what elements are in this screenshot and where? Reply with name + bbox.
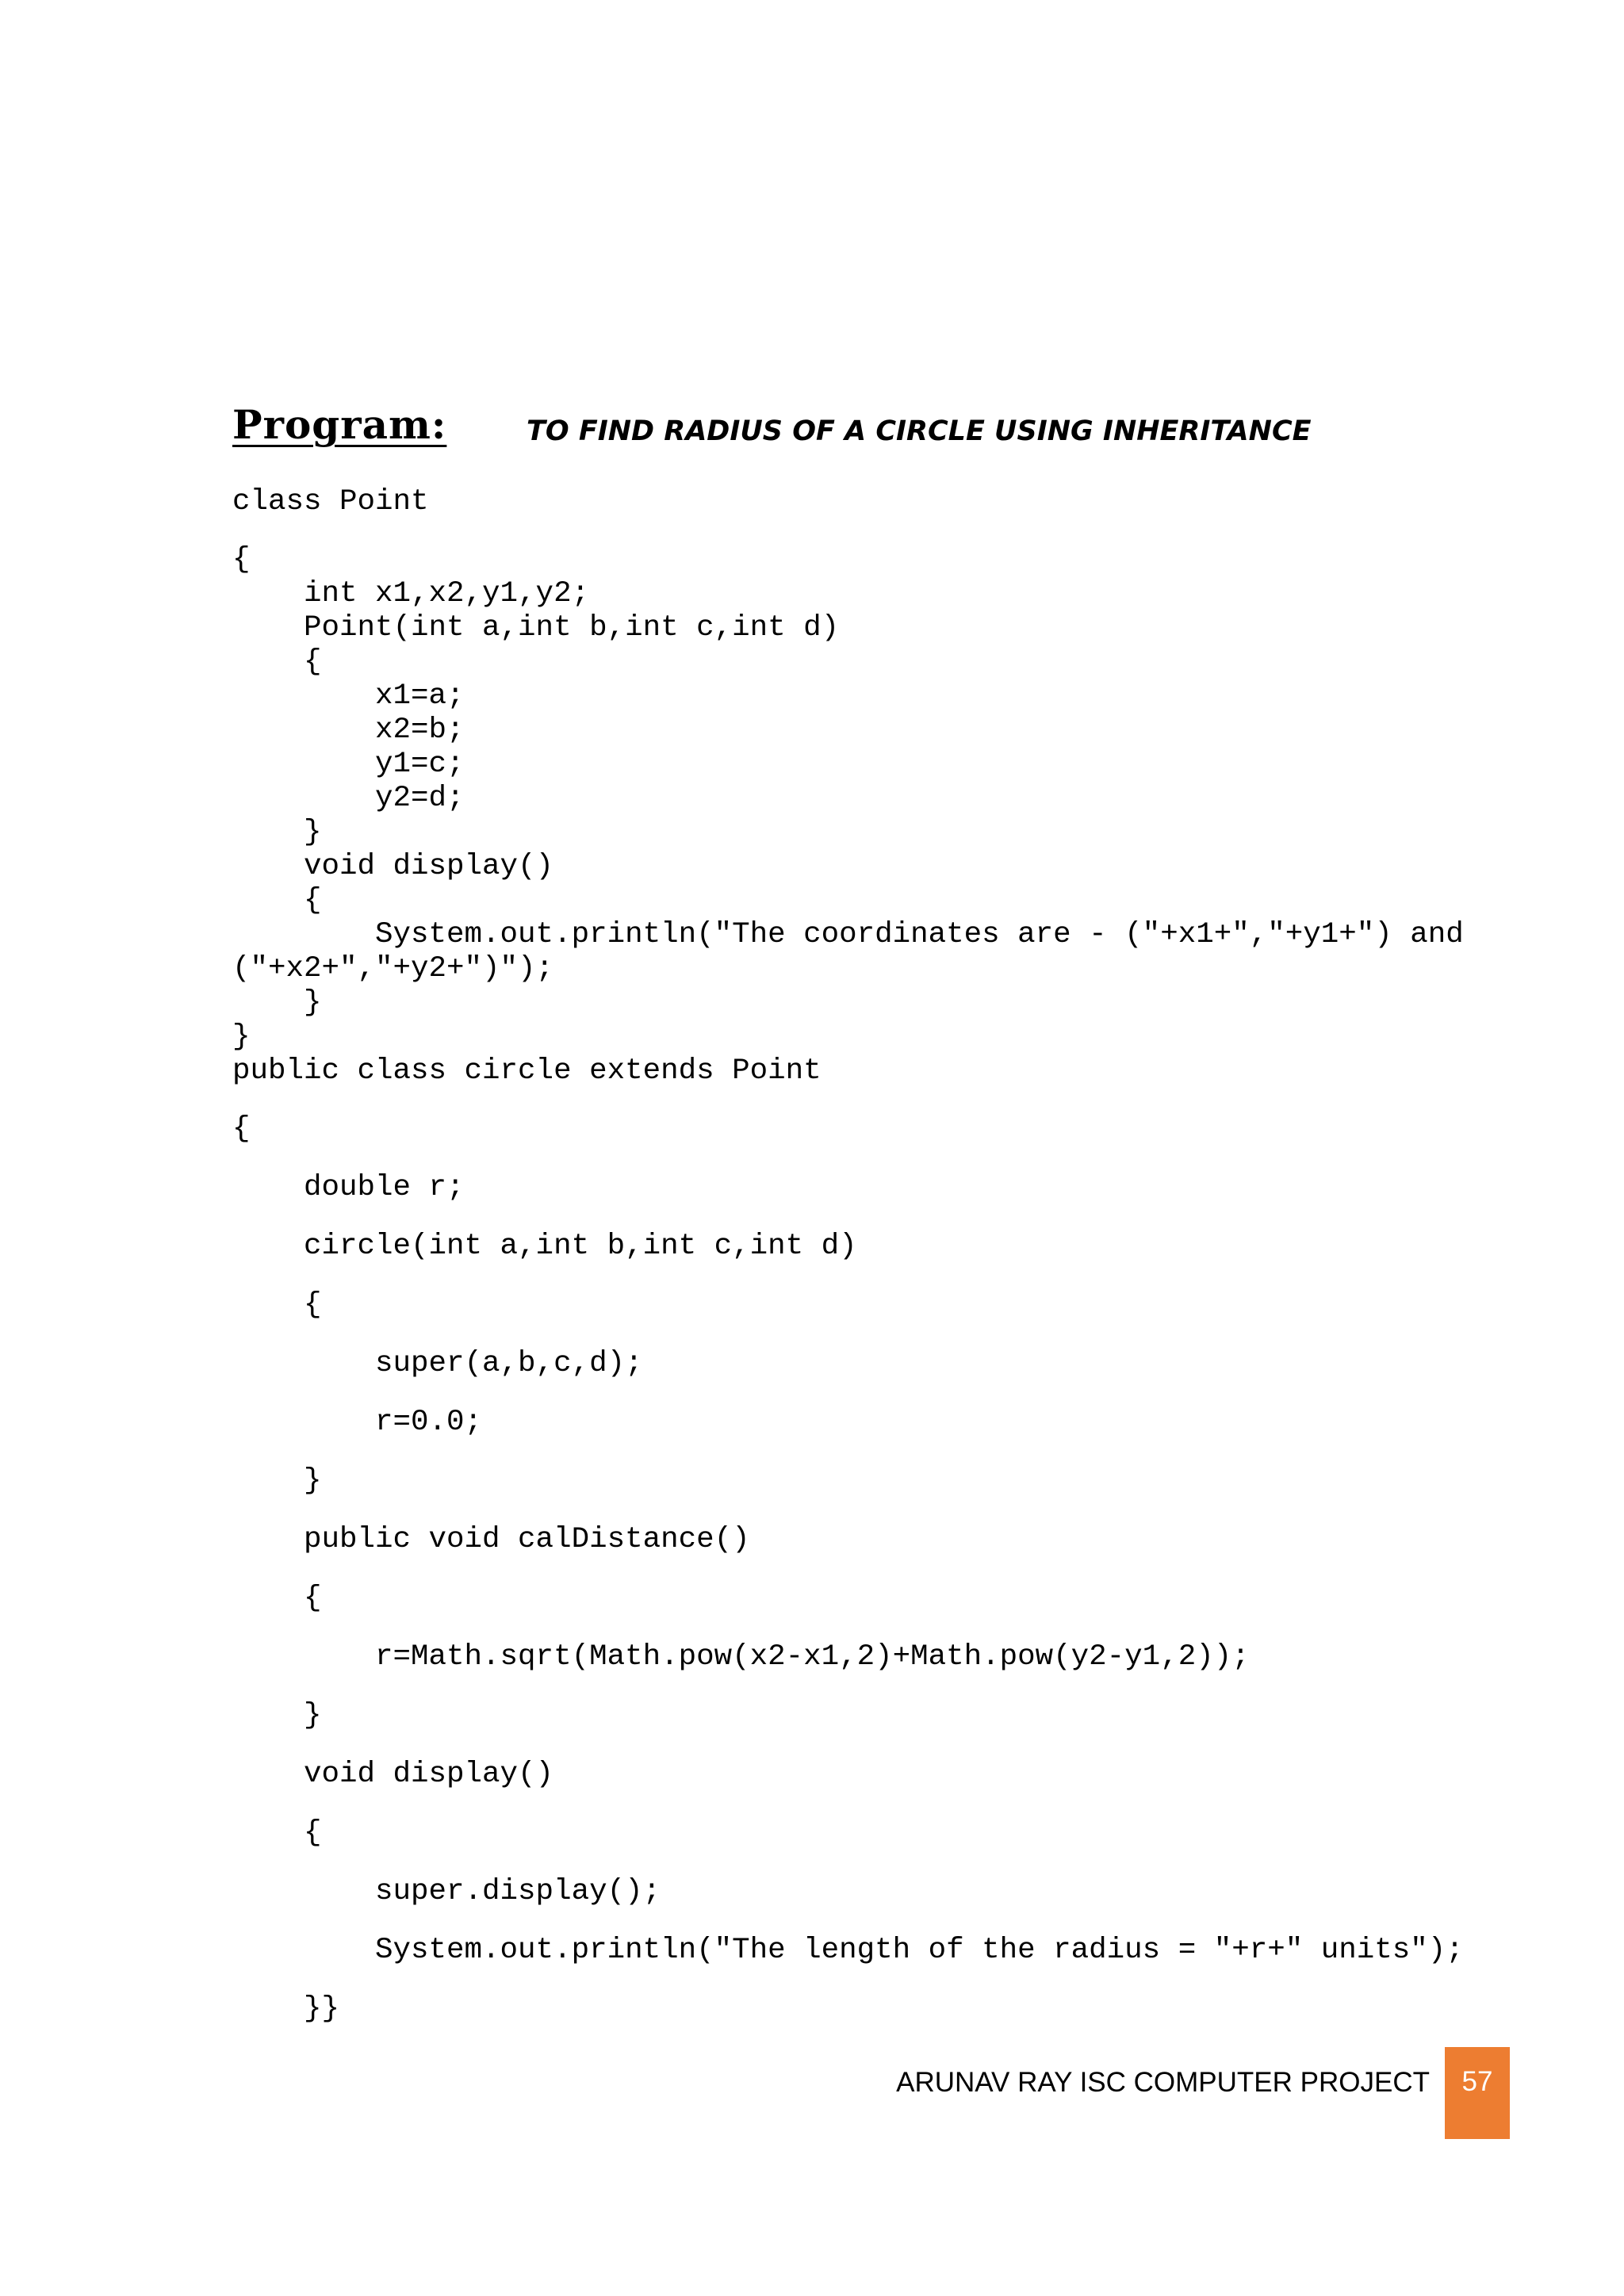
code-line: System.out.println("The length of the radius = "+r+" units"); [232,1934,1464,1967]
code-line: x1=a; [232,679,465,713]
code-line: r=0.0; [232,1406,483,1439]
code-line: }} [232,1992,340,2026]
code-line: void display() [232,1758,554,1791]
code-line: super(a,b,c,d); [232,1347,643,1380]
page-number: 57 [1461,2066,1493,2097]
code-line: public void calDistance() [232,1523,750,1556]
code-line: } [232,816,322,849]
code-line: } [232,1699,322,1732]
code-line: System.out.println("The coordinates are - ("+x1+","+y1+") and [232,918,1464,951]
code-line: y1=c; [232,748,465,781]
code-line: int x1,x2,y1,y2; [232,577,590,610]
code-line: { [232,1112,251,1146]
code-line: r=Math.sqrt(Math.pow(x2-x1,2)+Math.pow(y2-y1,2)); [232,1640,1250,1674]
program-heading [232,401,1422,465]
code-line: } [232,1020,251,1054]
code-line: { [232,1582,322,1615]
code-line: circle(int a,int b,int c,int d) [232,1230,857,1263]
code-line: { [232,1816,322,1850]
code-line: public class circle extends Point [232,1054,822,1088]
code-line: { [232,884,322,917]
code-line: x2=b; [232,714,465,747]
code-line: } [232,1464,322,1498]
code-line: { [232,543,251,576]
program-title: TO FIND RADIUS OF A CIRCLE USING INHERITANCE [527,415,1312,447]
footer-project-label: ARUNAV RAY ISC COMPUTER PROJECT [896,2067,1430,2098]
page-number-badge [1445,2047,1510,2139]
code-line: void display() [232,850,554,883]
code-line: super.display(); [232,1875,661,1908]
code-line: { [232,1288,322,1322]
code-line: double r; [232,1171,465,1204]
program-label: Program: [232,401,447,448]
code-line: ("+x2+","+y2+")"); [232,952,554,985]
code-line: y2=d; [232,782,465,815]
code-line: class Point [232,485,429,519]
code-line: { [232,645,322,679]
code-line: } [232,986,322,1020]
code-line: Point(int a,int b,int c,int d) [232,611,840,645]
